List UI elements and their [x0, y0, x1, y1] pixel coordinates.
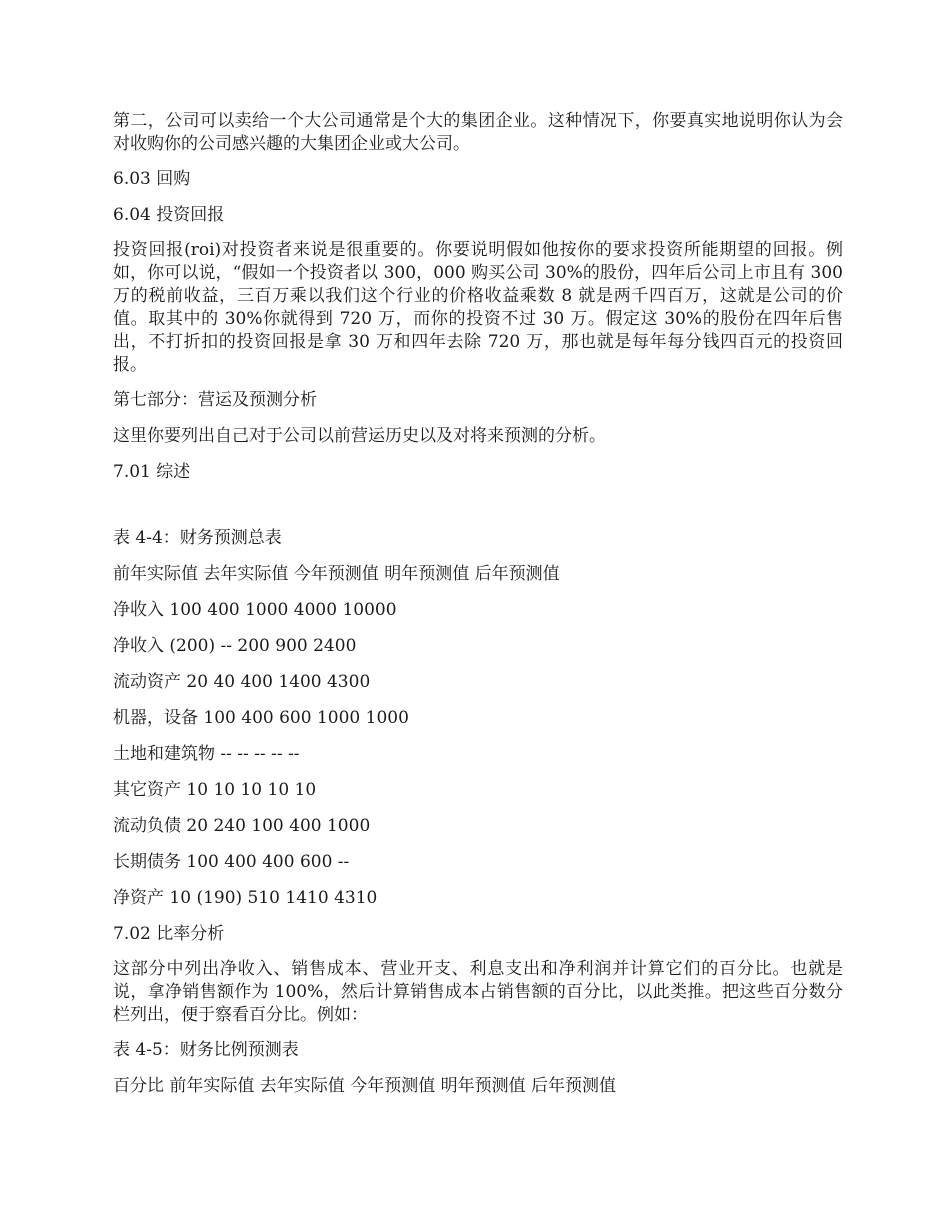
- heading-6-03: 6.03 回购: [113, 169, 191, 189]
- document-page: [113, 110, 843, 1110]
- heading-7-01: 7.01 综述: [113, 462, 191, 482]
- table-row: 长期债务 100 400 400 600 --: [113, 852, 350, 872]
- table-row: 土地和建筑物 -- -- -- -- --: [113, 744, 300, 764]
- paragraph-operations-intro: 这里你要列出自己对于公司以前营运历史以及对将来预测的分析。: [113, 426, 606, 446]
- table-4-5-title: 表 4-5：财务比例预测表: [113, 1040, 299, 1060]
- table-4-4-title: 表 4-4：财务预测总表: [113, 528, 282, 548]
- table-row: 流动负债 20 240 100 400 1000: [113, 816, 371, 836]
- table-row: 流动资产 20 40 400 1400 4300: [113, 672, 371, 692]
- heading-7-02: 7.02 比率分析: [113, 924, 225, 944]
- table-row: 净收入 100 400 1000 4000 10000: [113, 600, 397, 620]
- heading-6-04: 6.04 投资回报: [113, 205, 225, 225]
- paragraph-roi: 投资回报(roi)对投资者来说是很重要的。你要说明假如他按你的要求投资所能期望的回报。例如，你可以说，“假如一个投资者以 300，000 购买公司 30%的股份，四年后公司上市且有 300 万的税前收益，三百万乘以我们这个行业的价格收益乘数 8 就是两千四百万，这就是公司的价值。取其中的 30%你就得到 720 万，而你的投资不过 30 万。假定这 30%的股份在四年后售出，不打折扣的投资回报是拿 30 万和四年去除 720 万，那也就是每年每分钱四百元的投资回报。: [113, 240, 843, 375]
- table-4-4-header: 前年实际值 去年实际值 今年预测值 明年预测值 后年预测值: [113, 564, 560, 584]
- table-row: 净收入 (200) -- 200 900 2400: [113, 636, 357, 656]
- table-row: 其它资产 10 10 10 10 10: [113, 780, 317, 800]
- paragraph-sale-to-group: 第二，公司可以卖给一个大公司通常是个大的集团企业。这种情况下，你要真实地说明你认为会对收购你的公司感兴趣的大集团企业或大公司。: [113, 111, 843, 154]
- table-4-5-header: 百分比 前年实际值 去年实际值 今年预测值 明年预测值 后年预测值: [113, 1076, 617, 1096]
- paragraph-ratio-analysis: 这部分中列出净收入、销售成本、营业开支、利息支出和净利润并计算它们的百分比。也就是说，拿净销售额作为 100%，然后计算销售成本占销售额的百分比，以此类推。把这些百分数分栏列出，便于察看百分比。例如：: [113, 959, 843, 1025]
- heading-part-7: 第七部分：营运及预测分析: [113, 390, 317, 410]
- spacer: [113, 496, 843, 526]
- table-row: 机器，设备 100 400 600 1000 1000: [113, 708, 409, 728]
- table-row: 净资产 10 (190) 510 1410 4310: [113, 888, 378, 908]
